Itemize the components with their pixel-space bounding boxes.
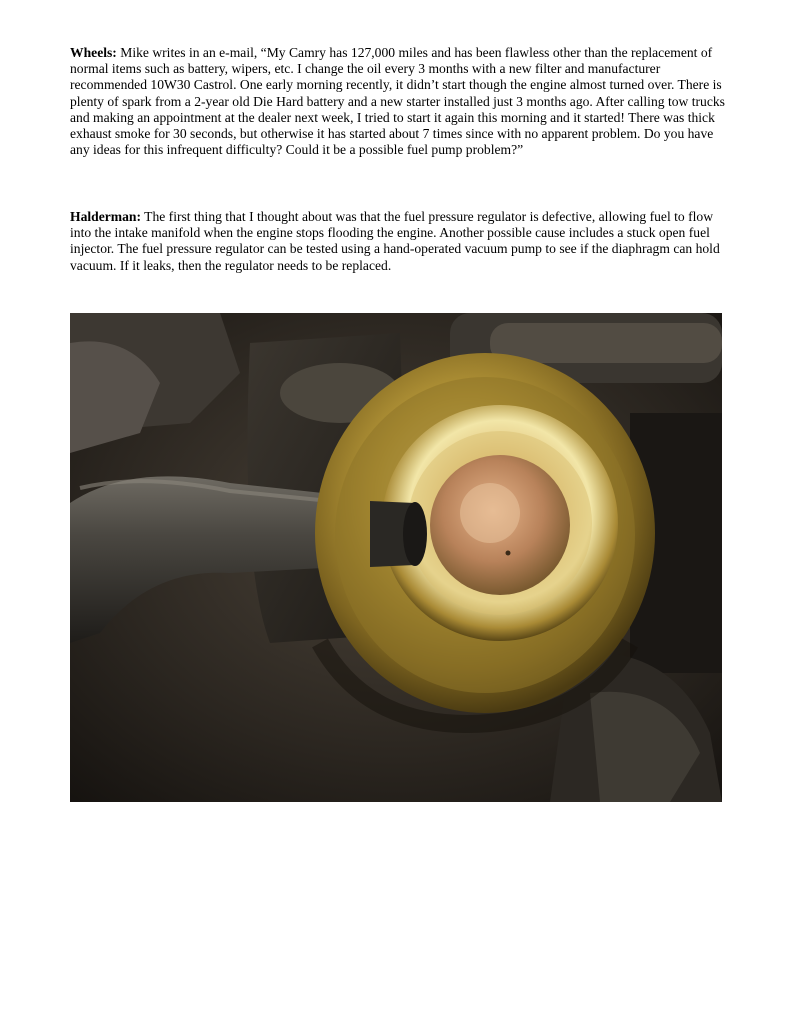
paragraph-halderman [70,209,730,274]
speaker-label: Halderman: [70,209,141,224]
photo-illustration [70,313,722,802]
paragraph-text: The first thing that I thought about was that the fuel pressure regulator is defective, allowing fuel to flow into the intake manifold when the engine stops flooding the engine. Another possible cause includes a stuck open fuel injector. The fuel pressure regulator can be tested using a hand-operated vacuum pump to see if the diaphragm can hold vacuum. If it leaks, then the regulator needs to be replaced. [70,209,720,273]
paragraph-wheels [70,45,730,158]
speaker-label: Wheels: [70,45,117,60]
fuel-pressure-regulator-photo [70,313,722,802]
paragraph-text: Mike writes in an e-mail, “My Camry has 127,000 miles and has been flawless other than the replacement of normal items such as battery, wipers, etc. I change the oil every 3 months with a new filter and manufacturer recommended 10W30 Castrol. One early morning recently, it didn’t start though the engine almost turned over. There is plenty of spark from a 2-year old Die Hard battery and a new starter installed just 3 months ago. After calling tow trucks and making an appointment at the dealer next week, I tried to start it again this morning and it started! There was thick exhaust smoke for 30 seconds, but otherwise it has started about 7 times since with no apparent problem. Do you have any ideas for this infrequent difficulty? Could it be a possible fuel pump problem?” [70,45,725,158]
